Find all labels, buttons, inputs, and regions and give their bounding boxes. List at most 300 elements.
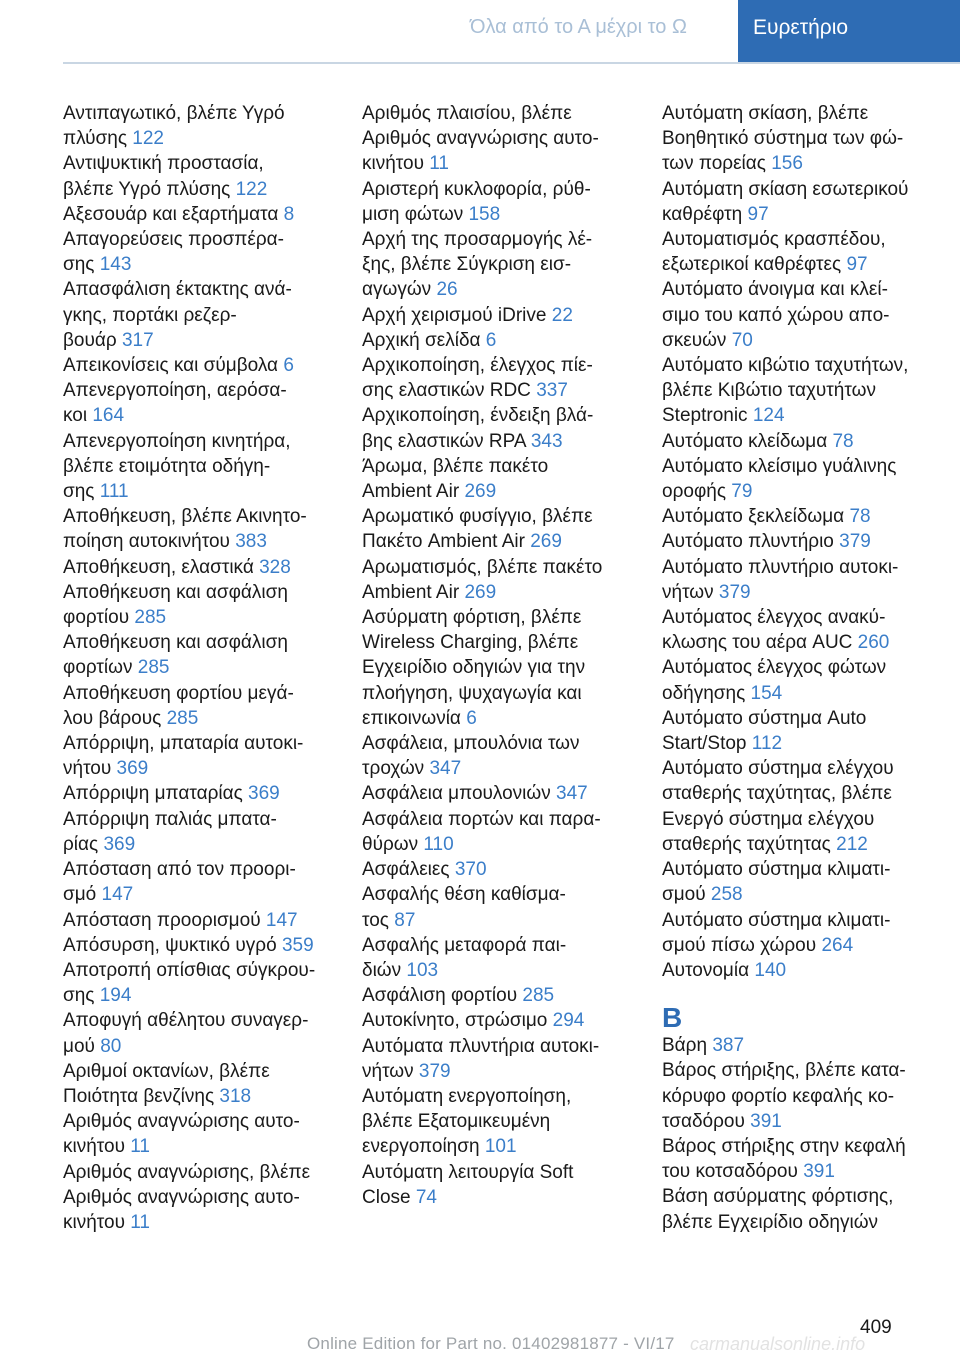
index-entry-term: Αποφυγή αθέλητου συναγερ- xyxy=(63,1010,309,1032)
index-entry-text xyxy=(362,504,637,529)
index-entry xyxy=(63,681,338,731)
index-entry-text xyxy=(63,555,338,580)
index-entry-text xyxy=(63,529,338,554)
index-entry-text xyxy=(63,832,338,857)
index-entry-text xyxy=(362,756,637,781)
index-column-2 xyxy=(362,101,637,1210)
index-entry xyxy=(63,1109,338,1159)
page-reference-link[interactable]: 97 xyxy=(846,254,868,276)
index-entry-term: σμού xyxy=(662,884,706,906)
index-entry-term: Ασφαλής θέση καθίσμα- xyxy=(362,884,566,906)
index-entry-term: Αυτόματο σύστημα ελέγχου xyxy=(662,758,894,780)
index-entry-term: Απόρριψη μπαταρίας xyxy=(63,783,243,805)
index-entry-text xyxy=(362,479,637,504)
index-entry-text xyxy=(662,202,937,227)
index-entry-text xyxy=(63,126,338,151)
page-reference-link[interactable]: 26 xyxy=(436,279,458,301)
page-reference-link[interactable]: 143 xyxy=(99,254,132,276)
index-entry-term: Αρωματισμός, βλέπε πακέτο xyxy=(362,556,603,578)
index-entry-text xyxy=(63,681,338,706)
index-entry-term: Αριστερή κυκλοφορία, ρύθ- xyxy=(362,178,591,200)
page-reference-link[interactable]: 379 xyxy=(718,581,751,603)
page-reference-link[interactable]: 154 xyxy=(750,682,783,704)
index-entry-term: Ασφάλειες xyxy=(362,859,450,881)
index-entry-text xyxy=(362,882,637,907)
page-reference-link[interactable]: 391 xyxy=(750,1110,782,1132)
edition-footer: Online Edition for Part no. 01402981877 - VI/17 xyxy=(307,1334,675,1353)
page-reference-link[interactable]: 122 xyxy=(235,178,268,200)
index-entry-term: θύρων xyxy=(362,833,419,855)
index-entry-text xyxy=(362,731,637,756)
index-entry-term: πλύσης xyxy=(63,128,127,150)
index-entry-text xyxy=(362,781,637,806)
index-entry-term: Απόσταση από τον προορι- xyxy=(63,859,296,881)
index-entry-term: σιμο του καπό χώρου απο- xyxy=(662,304,890,326)
index-entry-text xyxy=(63,908,338,933)
page-reference-link[interactable]: 294 xyxy=(552,1010,585,1032)
index-entry-text xyxy=(662,101,937,126)
index-entry-text xyxy=(662,429,937,454)
index-entry xyxy=(362,983,637,1008)
page-reference-link[interactable]: 8 xyxy=(283,203,295,225)
index-entry-term: σκευών xyxy=(662,329,727,351)
index-entry-text xyxy=(63,731,338,756)
page-reference-link[interactable]: 11 xyxy=(130,1136,150,1158)
index-entry-term: ενεργοποίηση xyxy=(362,1136,480,1158)
index-entry-text xyxy=(63,227,338,252)
index-entry xyxy=(662,353,937,429)
index-entry-text xyxy=(662,252,937,277)
page-reference-link[interactable]: 70 xyxy=(731,329,753,351)
index-entry-text xyxy=(662,277,937,302)
index-entry xyxy=(63,1008,338,1058)
index-entry-term: επικοινωνία xyxy=(362,707,461,729)
page-reference-link[interactable]: 122 xyxy=(132,128,164,150)
page-reference-link[interactable]: 6 xyxy=(283,355,294,377)
page-reference-link[interactable]: 258 xyxy=(710,884,743,906)
index-entry-term: Αρχή χειρισμού iDrive xyxy=(362,304,547,326)
index-entry-text xyxy=(63,706,338,731)
page-reference-link[interactable]: 79 xyxy=(731,481,753,503)
page-reference-link[interactable]: 11 xyxy=(130,1211,150,1233)
index-entry-text xyxy=(662,580,937,605)
index-entry xyxy=(362,933,637,983)
index-entry xyxy=(662,1033,937,1058)
index-entry-text xyxy=(63,605,338,630)
index-entry xyxy=(362,101,637,177)
index-entry-text xyxy=(63,958,338,983)
index-entry-term: ποίηση αυτοκινήτου xyxy=(63,531,230,553)
page-reference-link[interactable]: 111 xyxy=(99,481,129,503)
index-entry-term: Ασφάλιση φορτίου xyxy=(362,985,518,1007)
index-entry-text xyxy=(362,706,637,731)
page-reference-link[interactable]: 112 xyxy=(751,733,783,755)
index-entry xyxy=(362,1008,637,1033)
index-entry-term: σμό xyxy=(63,884,97,906)
index-entry-term: Αυτονομία xyxy=(662,959,750,981)
index-entry xyxy=(63,227,338,277)
page-reference-link[interactable]: 379 xyxy=(418,1060,451,1082)
index-entry xyxy=(362,504,637,554)
index-entry xyxy=(362,1160,637,1210)
index-entry-term: Close xyxy=(362,1186,411,1208)
index-entry xyxy=(362,227,637,303)
index-entry xyxy=(362,353,637,403)
index-entry xyxy=(63,1059,338,1109)
index-entry xyxy=(662,227,937,277)
index-entry xyxy=(362,454,637,504)
index-entry-text xyxy=(662,882,937,907)
index-entry-term: Αρχική σελίδα xyxy=(362,329,481,351)
index-entry-text xyxy=(662,958,937,983)
index-entry-term: γκης, πορτάκι ρεζερ- xyxy=(63,304,237,326)
index-entry-term: Βάρος στήριξης, βλέπε κατα- xyxy=(662,1060,906,1082)
index-tab[interactable]: Ευρετήριο xyxy=(738,0,960,62)
index-entry xyxy=(63,781,338,806)
index-entry xyxy=(662,101,937,177)
index-entry-term: Απόσταση προορισμού xyxy=(63,909,261,931)
index-entry-term: νήτου xyxy=(63,758,112,780)
page-reference-link[interactable]: 369 xyxy=(116,758,149,780)
index-entry-term: Αυτόματο κλείδωμα xyxy=(662,430,828,452)
index-entry-text xyxy=(362,403,637,428)
index-entry-term: φορτίου xyxy=(63,607,130,629)
index-entry xyxy=(362,1034,637,1084)
page-reference-link[interactable]: 194 xyxy=(99,985,132,1007)
index-entry-term: Αποθήκευση και ασφάλιση xyxy=(63,632,288,654)
page-reference-link[interactable]: 343 xyxy=(530,430,563,452)
page-reference-link[interactable]: 212 xyxy=(836,833,868,855)
index-entry-term: κινήτου xyxy=(63,1136,125,1158)
index-entry-text xyxy=(362,1059,637,1084)
index-entry xyxy=(662,454,937,504)
index-entry-text xyxy=(662,403,937,428)
index-entry-text xyxy=(63,101,338,126)
index-entry xyxy=(662,655,937,705)
index-entry-text xyxy=(662,1058,937,1083)
index-entry xyxy=(362,882,637,932)
page-reference-link[interactable]: 269 xyxy=(464,581,497,603)
index-entry-text xyxy=(362,1034,637,1059)
index-entry-text xyxy=(662,756,937,781)
page-reference-link[interactable]: 317 xyxy=(121,329,154,351)
index-entry-text xyxy=(63,1034,338,1059)
index-entry-text xyxy=(662,731,937,756)
index-entry-text xyxy=(63,1059,338,1084)
index-entry xyxy=(63,504,338,554)
index-entry xyxy=(662,555,937,605)
index-entry-text xyxy=(63,277,338,302)
index-entry-term: Αυτόματο πλυντήριο xyxy=(662,531,834,553)
index-entry-text xyxy=(63,403,338,428)
page-reference-link[interactable]: 147 xyxy=(265,909,298,931)
index-entry-text xyxy=(362,1134,637,1159)
index-entry-term: Steptronic xyxy=(662,405,748,427)
page-reference-link[interactable]: 110 xyxy=(423,833,454,855)
index-entry-term: Ambient Air xyxy=(362,481,460,503)
index-entry-term: Αριθμός πλαισίου, βλέπε xyxy=(362,103,572,124)
index-entry-text xyxy=(662,1084,937,1109)
index-entry-term: βλέπε Υγρό πλύσης xyxy=(63,178,231,200)
index-entry-text xyxy=(63,479,338,504)
index-entry-text xyxy=(63,1210,338,1235)
index-entry-term: Αρχικοποίηση, έλεγχος πίε- xyxy=(362,355,593,377)
index-entry-text xyxy=(662,807,937,832)
index-entry-text xyxy=(662,303,937,328)
index-entry-term: Αποθήκευση, βλέπε Ακινητο- xyxy=(63,506,307,528)
index-entry xyxy=(662,756,937,857)
index-entry-term: Αυτόματο άνοιγμα και κλεί- xyxy=(662,279,888,301)
index-entry-term: καθρέφτη xyxy=(662,203,743,225)
section-title: Όλα από το Α μέχρι το Ω xyxy=(470,16,687,38)
page-reference-link[interactable]: 285 xyxy=(134,607,167,629)
index-entry-text xyxy=(63,807,338,832)
page-reference-link[interactable]: 74 xyxy=(415,1186,437,1208)
index-entry-term: Απόσυρση, ψυκτικό υγρό xyxy=(63,934,277,956)
section-letter-heading: B xyxy=(662,1002,683,1034)
index-entry-text xyxy=(662,353,937,378)
index-entry-term: οδήγησης xyxy=(662,682,746,704)
index-entry-text xyxy=(362,933,637,958)
index-entry-text xyxy=(362,807,637,832)
index-entry-text xyxy=(362,1160,637,1185)
page-reference-link[interactable]: 78 xyxy=(849,506,871,528)
page-reference-link[interactable]: 6 xyxy=(485,329,497,351)
index-entry xyxy=(63,958,338,1008)
index-entry-term: Ασφάλεια, μπουλόνια των xyxy=(362,733,580,755)
page-reference-link[interactable]: 369 xyxy=(103,833,136,855)
index-entry-term: Αυτόματη σκίαση εσωτερικού xyxy=(662,178,909,200)
index-entry-text xyxy=(662,151,937,176)
page-reference-link[interactable]: 285 xyxy=(137,657,170,679)
page-reference-link[interactable]: 337 xyxy=(536,380,568,402)
index-entry-text xyxy=(362,655,637,680)
index-entry-term: Ασφάλεια πορτών και παρα- xyxy=(362,808,601,830)
page-reference-link[interactable]: 124 xyxy=(752,405,785,427)
index-column-3 xyxy=(662,101,937,1235)
index-entry xyxy=(63,933,338,958)
index-entry-text xyxy=(63,857,338,882)
index-entry-text xyxy=(362,277,637,302)
page-number: 409 xyxy=(860,1317,892,1338)
page-reference-link[interactable]: 269 xyxy=(530,531,562,553)
index-entry xyxy=(362,731,637,781)
index-entry xyxy=(63,1160,338,1236)
index-entry-term: Αριθμός αναγνώρισης αυτο- xyxy=(362,128,599,150)
index-entry-term: σης ελαστικών RDC xyxy=(362,380,531,402)
page-reference-link[interactable]: 383 xyxy=(235,531,267,553)
index-entry-term: φορτίων xyxy=(63,657,133,679)
index-entry-text xyxy=(63,1185,338,1210)
page-reference-link[interactable]: 22 xyxy=(551,304,573,326)
index-entry-text xyxy=(362,454,637,479)
index-entry-text xyxy=(362,983,637,1008)
index-entry-term: κοι xyxy=(63,405,88,427)
index-entry-text xyxy=(63,630,338,655)
index-entry-term: Αυτόματο πλυντήριο αυτοκι- xyxy=(662,556,899,578)
page-reference-link[interactable]: 80 xyxy=(100,1035,122,1057)
index-entry-text xyxy=(662,328,937,353)
index-entry-text xyxy=(362,252,637,277)
index-entry xyxy=(63,630,338,680)
index-entry-text xyxy=(63,1160,338,1185)
index-column-1 xyxy=(63,101,338,1235)
index-entry-term: Wireless Charging, βλέπε xyxy=(362,632,579,654)
index-entry-text xyxy=(63,580,338,605)
index-entry-text xyxy=(63,303,338,328)
index-entry-term: Αυτόματο σύστημα Auto xyxy=(662,707,867,729)
page-reference-link[interactable]: 156 xyxy=(771,153,803,175)
index-entry-term: Πακέτο Ambient Air xyxy=(362,531,525,553)
index-entry-text xyxy=(662,857,937,882)
page-reference-link[interactable]: 11 xyxy=(429,153,449,175)
index-entry-term: Ποιότητα βενζίνης xyxy=(63,1085,215,1107)
index-entry-text xyxy=(63,756,338,781)
page-reference-link[interactable]: 359 xyxy=(281,934,314,956)
index-entry-text xyxy=(662,1159,937,1184)
page-reference-link[interactable]: 140 xyxy=(754,959,787,981)
index-entry-term: Ασφαλής μεταφορά παι- xyxy=(362,934,567,956)
page-reference-link[interactable]: 158 xyxy=(468,203,501,225)
index-entry-term: Απόρριψη, μπαταρία αυτοκι- xyxy=(63,733,304,755)
index-entry-text xyxy=(63,252,338,277)
page-reference-link[interactable]: 264 xyxy=(821,934,854,956)
index-entry-text xyxy=(662,681,937,706)
index-entry-text xyxy=(63,1008,338,1033)
index-entry-term: σμού πίσω χώρου xyxy=(662,934,817,956)
index-entry xyxy=(63,353,338,378)
index-entry-text xyxy=(362,580,637,605)
index-entry-term: τροχών xyxy=(362,758,425,780)
index-entry-term: Αυτόματο κιβώτιο ταχυτήτων, xyxy=(662,355,909,377)
index-entry xyxy=(63,908,338,933)
page-reference-link[interactable]: 328 xyxy=(259,556,291,578)
index-entry xyxy=(662,605,937,655)
index-entry xyxy=(362,328,637,353)
index-entry-text xyxy=(662,1184,937,1209)
page-reference-link[interactable]: 6 xyxy=(466,707,477,729)
page-reference-link[interactable]: 101 xyxy=(484,1136,517,1158)
index-entry-term: Αυτόματη ενεργοποίηση, xyxy=(362,1085,572,1107)
page-reference-link[interactable]: 103 xyxy=(406,959,439,981)
index-entry-term: Αυτόματος έλεγχος φώτων xyxy=(662,657,887,679)
page-reference-link[interactable]: 97 xyxy=(747,203,769,225)
index-entry-term: Αυτόματος έλεγχος ανακύ- xyxy=(662,607,886,629)
index-entry-term: τος xyxy=(362,909,389,931)
index-entry-text xyxy=(662,1134,937,1159)
index-entry-text xyxy=(662,908,937,933)
index-entry-term: βλέπε Εγχειρίδιο οδηγιών xyxy=(662,1211,879,1233)
index-entry xyxy=(63,429,338,505)
index-entry-term: Αντιπαγωτικό, βλέπε Υγρό xyxy=(63,103,285,124)
index-entry-term: κινήτου xyxy=(63,1211,125,1233)
page-reference-link[interactable]: 260 xyxy=(857,632,890,654)
page-reference-link[interactable]: 78 xyxy=(832,430,854,452)
index-entry xyxy=(662,277,937,353)
page-reference-link[interactable]: 147 xyxy=(101,884,134,906)
index-entry-term: Αυτόματη λειτουργία Soft xyxy=(362,1161,574,1183)
index-entry-text xyxy=(662,479,937,504)
index-entry xyxy=(662,1184,937,1234)
index-entry-text xyxy=(63,1134,338,1159)
page-reference-link[interactable]: 387 xyxy=(712,1035,745,1057)
index-entry-text xyxy=(362,101,637,126)
page-reference-link[interactable]: 391 xyxy=(803,1161,835,1183)
index-entry-term: Αυτόματο σύστημα κλιματι- xyxy=(662,909,891,931)
index-entry xyxy=(362,177,637,227)
index-entry-text xyxy=(662,504,937,529)
index-entry-term: του κοτσαδόρου xyxy=(662,1161,798,1183)
index-entry-term: νήτων xyxy=(362,1060,414,1082)
index-entry-term: Απαγορεύσεις προσπέρα- xyxy=(63,229,284,251)
page-reference-link[interactable]: 318 xyxy=(219,1085,252,1107)
index-entry xyxy=(63,277,338,353)
page-reference-link[interactable]: 370 xyxy=(454,859,487,881)
index-entry-text xyxy=(63,378,338,403)
index-entry-term: μού xyxy=(63,1035,95,1057)
index-entry-text xyxy=(662,555,937,580)
page-reference-link[interactable]: 164 xyxy=(92,405,125,427)
index-entry-term: οροφής xyxy=(662,481,726,503)
index-entry-term: εξωτερικοί καθρέφτες xyxy=(662,254,842,276)
index-entry-term: τσαδόρου xyxy=(662,1110,745,1132)
page-reference-link[interactable]: 269 xyxy=(464,481,497,503)
index-entry-text xyxy=(662,1033,937,1058)
index-entry-term: Αυτόματα πλυντήρια αυτοκι- xyxy=(362,1035,600,1057)
index-entry-text xyxy=(362,1008,637,1033)
index-entry-text xyxy=(63,177,338,202)
index-entry xyxy=(63,857,338,907)
index-entry xyxy=(362,403,637,453)
index-entry-text xyxy=(362,378,637,403)
index-entry-text xyxy=(662,605,937,630)
index-entry-text xyxy=(662,630,937,655)
index-entry-term: Αριθμός αναγνώρισης αυτο- xyxy=(63,1111,300,1133)
page-reference-link[interactable]: 285 xyxy=(522,985,555,1007)
page-reference-link[interactable]: 379 xyxy=(839,531,871,553)
index-entry-term: Αρωματικό φυσίγγιο, βλέπε xyxy=(362,506,593,528)
index-entry-term: σης xyxy=(63,481,95,503)
index-entry-text xyxy=(362,1109,637,1134)
index-entry-text xyxy=(63,983,338,1008)
index-entry-text xyxy=(63,353,338,378)
page-reference-link[interactable]: 285 xyxy=(166,707,199,729)
index-entry xyxy=(63,378,338,428)
index-entry xyxy=(662,908,937,958)
index-entry-term: Αριθμός αναγνώρισης, βλέπε xyxy=(63,1161,311,1183)
index-entry-term: Απασφάλιση έκτακτης ανά- xyxy=(63,279,292,301)
index-entry-term: Απεικονίσεις και σύμβολα xyxy=(63,355,279,377)
page-reference-link[interactable]: 369 xyxy=(248,783,280,805)
index-entry-term: Αποθήκευση, ελαστικά xyxy=(63,556,254,578)
index-entry-text xyxy=(63,655,338,680)
index-entry-term: των πορείας xyxy=(662,153,766,175)
watermark: carmanualsonline.info xyxy=(690,1334,866,1354)
index-entry-text xyxy=(662,781,937,806)
index-entry-term: κόρυφο φορτίο κεφαλής κο- xyxy=(662,1085,895,1107)
index-entry-text xyxy=(662,227,937,252)
page-reference-link[interactable]: 87 xyxy=(394,909,416,931)
index-entry xyxy=(63,151,338,201)
index-entry-term: Αρχικοποίηση, ένδειξη βλά- xyxy=(362,405,594,427)
page-reference-link[interactable]: 347 xyxy=(556,783,588,805)
page-reference-link[interactable]: 347 xyxy=(429,758,462,780)
index-entry-text xyxy=(63,151,338,176)
index-entry-text xyxy=(63,882,338,907)
index-entry-term: Αριθμοί οκτανίων, βλέπε xyxy=(63,1060,270,1082)
index-entry-text xyxy=(362,151,637,176)
index-entry-text xyxy=(362,605,637,630)
